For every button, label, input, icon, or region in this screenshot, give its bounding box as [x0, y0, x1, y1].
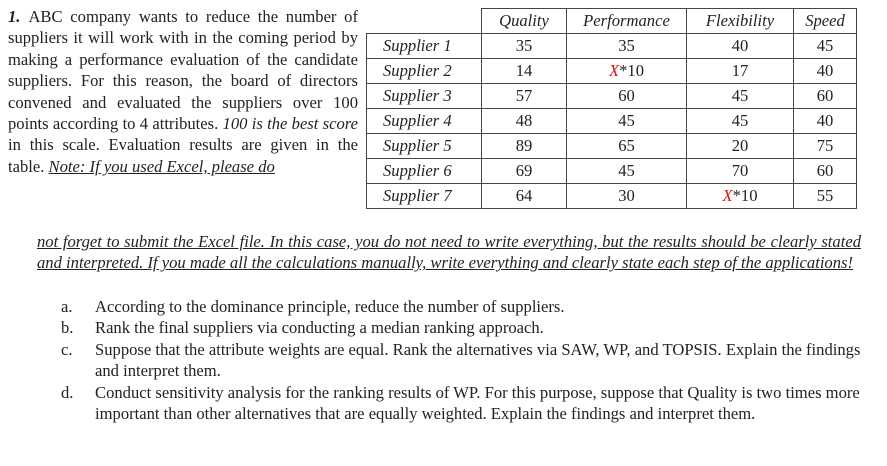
cell-flexibility: 45 — [687, 84, 794, 109]
intro-text: ABC company wants to reduce the number of suppliers it will work with in the coming period by making a performance evaluation of the candidate suppliers. For this reason, the board of directors convened and evaluated the suppliers over 100 points according to 4 attributes. — [8, 7, 358, 134]
table-row — [367, 184, 857, 209]
question-text: Suppose that the attribute weights are equal. Rank the alternatives via SAW, WP, and TOPSIS. Explain the findings and interpret them. — [95, 339, 861, 381]
list-item — [57, 382, 865, 425]
note-start: Note: If you used Excel, please do — [48, 156, 275, 176]
best-score-text: 100 is the best score — [222, 114, 358, 134]
table-row — [367, 34, 857, 59]
row-name: Supplier 7 — [367, 184, 482, 209]
list-item — [57, 296, 865, 317]
col-header-speed: Speed — [794, 9, 857, 34]
table-row — [367, 109, 857, 134]
row-name: Supplier 6 — [367, 159, 482, 184]
row-name: Supplier 1 — [367, 34, 482, 59]
cell-performance — [567, 59, 687, 84]
note-rest: not forget to submit the Excel file. In this case, you do not need to write everything, but the results should be clearly stated and interpreted. If you made all the calculations manually, write everything and clearly state each step of the applications! — [37, 232, 861, 273]
cell-performance: 30 — [567, 184, 687, 209]
row-name: Supplier 5 — [367, 134, 482, 159]
cell-quality: 89 — [482, 134, 567, 159]
col-header-quality: Quality — [482, 9, 567, 34]
question-marker: c. — [61, 339, 73, 359]
cell-performance: 45 — [567, 109, 687, 134]
cell-value: *10 — [619, 61, 645, 81]
table-row — [367, 159, 857, 184]
cell-flexibility — [687, 184, 794, 209]
cell-flexibility: 45 — [687, 109, 794, 134]
cross-mark: X — [722, 186, 733, 206]
cell-value: *10 — [732, 186, 758, 206]
question-marker: a. — [61, 297, 73, 316]
cell-quality: 14 — [482, 59, 567, 84]
note-continuation — [37, 231, 861, 274]
col-header-flexibility: Flexibility — [687, 9, 794, 34]
cell-speed: 45 — [794, 34, 857, 59]
cell-performance: 35 — [567, 34, 687, 59]
cell-speed: 75 — [794, 134, 857, 159]
row-name: Supplier 2 — [367, 59, 482, 84]
question-text: Rank the final suppliers via conducting a median ranking approach. — [95, 318, 544, 338]
col-header-performance: Performance — [567, 9, 687, 34]
intro-tail-text: in this scale. Evaluation results are given in the table. — [8, 135, 358, 176]
cell-quality: 69 — [482, 159, 567, 184]
row-name: Supplier 4 — [367, 109, 482, 134]
question-marker: b. — [61, 318, 74, 338]
problem-number: 1. — [8, 7, 21, 26]
cell-performance: 60 — [567, 84, 687, 109]
row-name: Supplier 3 — [367, 84, 482, 109]
question-text: Conduct sensitivity analysis for the ranking results of WP. For this purpose, suppose that Quality is two times more important than other alternatives that are equally weighted. Explain the findings and interpret them. — [95, 382, 860, 424]
cell-flexibility: 17 — [687, 59, 794, 84]
cell-speed: 55 — [794, 184, 857, 209]
question-list — [57, 296, 865, 424]
cell-speed: 40 — [794, 109, 857, 134]
question-text: According to the dominance principle, reduce the number of suppliers. — [95, 297, 565, 316]
cell-quality: 64 — [482, 184, 567, 209]
cross-mark: X — [608, 61, 620, 81]
cell-quality: 57 — [482, 84, 567, 109]
problem-intro — [8, 6, 358, 177]
evaluation-table — [366, 8, 857, 209]
cell-quality: 35 — [482, 34, 567, 59]
cell-flexibility: 40 — [687, 34, 794, 59]
cell-flexibility: 70 — [687, 159, 794, 184]
list-item — [57, 339, 865, 382]
cell-flexibility: 20 — [687, 134, 794, 159]
cell-quality: 48 — [482, 109, 567, 134]
cell-speed: 60 — [794, 84, 857, 109]
table-corner — [367, 9, 482, 34]
cell-speed: 40 — [794, 59, 857, 84]
table-row — [367, 59, 857, 84]
table-header-row — [367, 9, 857, 34]
question-marker: d. — [61, 382, 74, 402]
table-row — [367, 84, 857, 109]
cell-performance: 45 — [567, 159, 687, 184]
cell-performance: 65 — [567, 134, 687, 159]
table-row — [367, 134, 857, 159]
list-item — [57, 317, 865, 338]
cell-speed: 60 — [794, 159, 857, 184]
